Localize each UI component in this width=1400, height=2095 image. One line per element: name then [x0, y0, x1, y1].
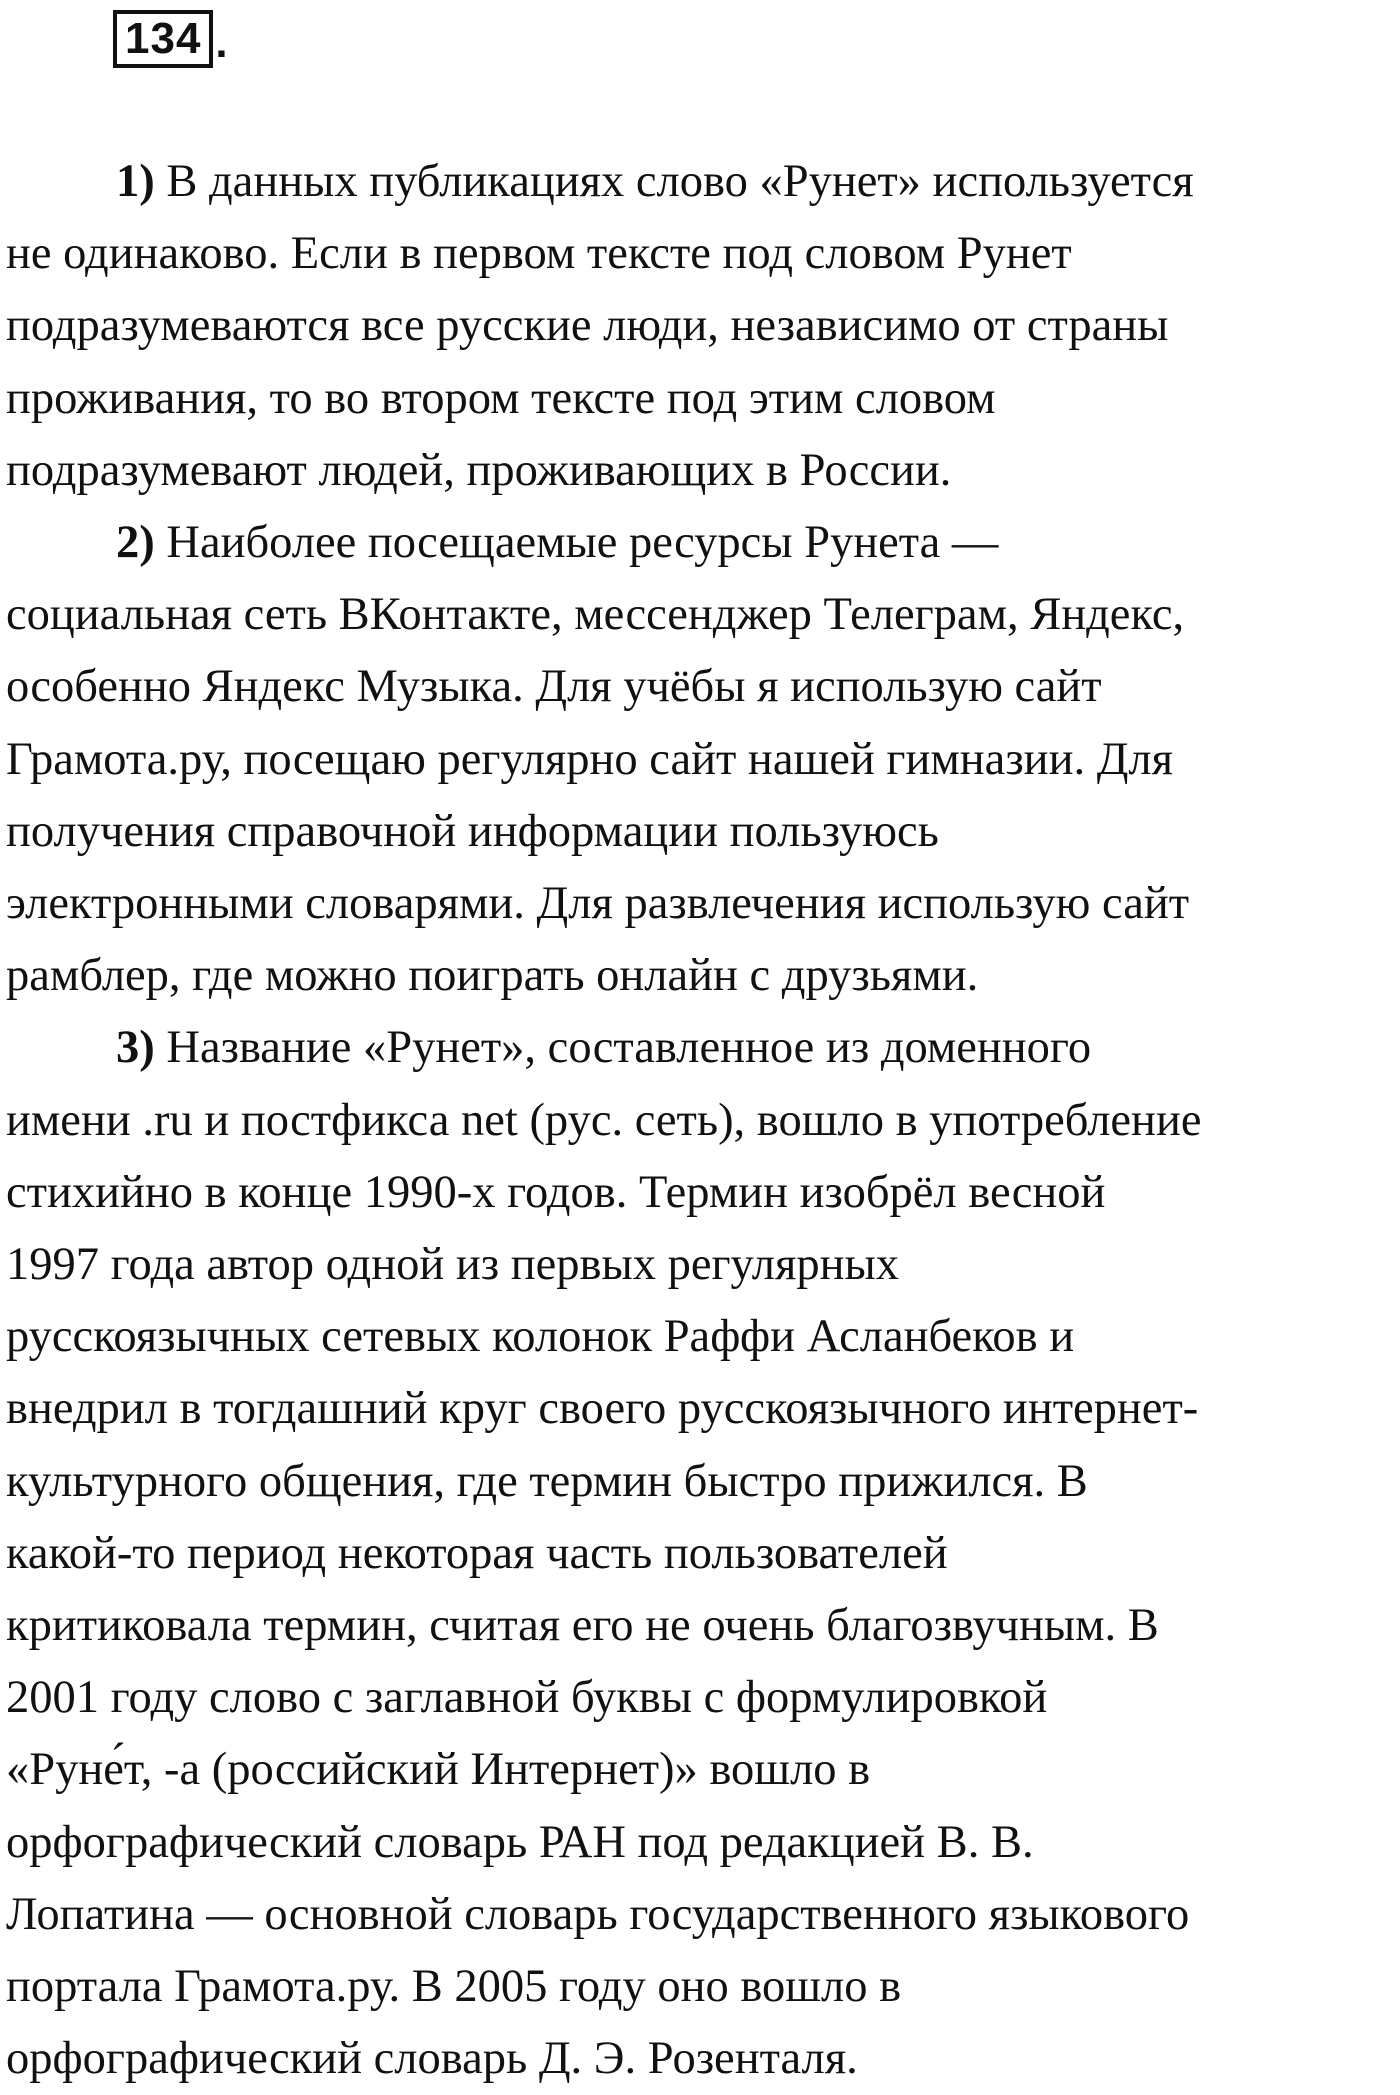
paragraph-line: 2001 году слово с заглавной буквы с формулировкой — [6, 1672, 1048, 1724]
paragraph-line: особенно Яндекс Музыка. Для учёбы я использую сайт — [6, 661, 1102, 713]
line-text: Название «Рунет», составленное из доменного — [154, 1022, 1092, 1074]
paragraph-line: электронными словарями. Для развлечения использую сайт — [6, 878, 1190, 930]
answer-paragraph-1 — [6, 146, 1398, 507]
paragraph-line: Лопатина — основной словарь государственного языкового — [6, 1888, 1190, 1940]
paragraph-number: 1) — [116, 156, 155, 207]
line-text: Наиболее посещаемые ресурсы Рунета — — [154, 517, 999, 569]
paragraph-line: рамблер, где можно поиграть онлайн с друзьями. — [6, 950, 979, 1002]
paragraph-line: внедрил в тогдашний круг своего русскоязычного интернет- — [6, 1383, 1199, 1435]
line-text: В данных публикациях слово «Рунет» используется — [154, 156, 1194, 207]
paragraph-line: не одинаково. Если в первом тексте под словом Рунет — [6, 228, 1072, 280]
paragraph-line: подразумеваются все русские люди, независимо от страны — [6, 300, 1169, 352]
paragraph-line — [6, 507, 1398, 579]
paragraph-line: орфографический словарь Д. Э. Розенталя. — [6, 2033, 858, 2085]
answer-paragraph-3 — [6, 1012, 1398, 2095]
task-number-box: 134 — [113, 10, 213, 68]
paragraph-line: подразумевают людей, проживающих в России. — [6, 444, 952, 496]
paragraph-line: проживания, то во втором тексте под этим словом — [6, 372, 996, 424]
paragraph-line — [6, 1012, 1398, 1084]
answer-paragraph-2 — [6, 507, 1398, 1012]
paragraph-line: «Руне́т, -а (российский Интернет)» вошло в — [6, 1744, 871, 1796]
paragraph-line: портала Грамота.ру. В 2005 году оно вошло в — [6, 1961, 902, 2013]
paragraph-line: орфографический словарь РАН под редакцией В. В. — [6, 1816, 1034, 1868]
paragraph-line: стихийно в конце 1990-х годов. Термин изобрёл весной — [6, 1166, 1106, 1218]
paragraph-line: русскоязычных сетевых колонок Раффи Асланбеков и — [6, 1311, 1075, 1363]
task-number-suffix: . — [215, 18, 228, 67]
paragraph-line: критиковала термин, считая его не очень благозвучным. В — [6, 1600, 1159, 1652]
task-number — [113, 8, 228, 68]
paragraph-line: получения справочной информации пользуюсь — [6, 805, 939, 857]
paragraph-line: имени .ru и постфикса net (рус. сеть), вошло в употребление — [6, 1094, 1202, 1146]
answer-text — [6, 146, 1398, 2095]
paragraph-line: культурного общения, где термин быстро прижился. В — [6, 1455, 1088, 1507]
paragraph-line: социальная сеть ВКонтакте, мессенджер Телеграм, Яндекс, — [6, 589, 1185, 641]
paragraph-number: 3) — [116, 1022, 155, 1074]
paragraph-line: какой-то период некоторая часть пользователей — [6, 1527, 948, 1579]
paragraph-number: 2) — [116, 517, 155, 569]
paragraph-line: 1997 года автор одной из первых регулярных — [6, 1239, 899, 1291]
paragraph-line — [6, 146, 1398, 218]
paragraph-line: Грамота.ру, посещаю регулярно сайт нашей гимназии. Для — [6, 733, 1174, 785]
